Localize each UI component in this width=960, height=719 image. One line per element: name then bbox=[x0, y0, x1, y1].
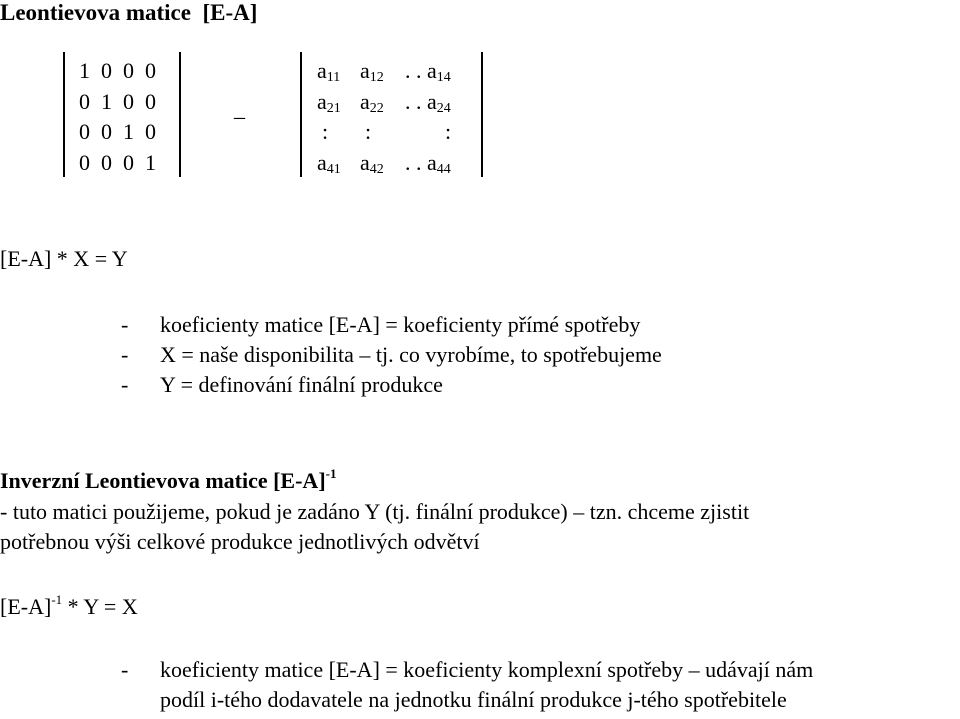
a-matrix-cell-base: : bbox=[445, 119, 452, 144]
a-matrix-cell-index: 21 bbox=[326, 101, 341, 116]
inverse-heading-sup: -1 bbox=[325, 466, 337, 481]
a-matrix-cell bbox=[365, 119, 371, 145]
a-matrix-right-bar bbox=[481, 52, 483, 177]
a-matrix-cell bbox=[360, 89, 384, 115]
a-matrix-cell bbox=[445, 119, 451, 145]
title-bracket: [E-A] bbox=[202, 0, 258, 25]
a-matrix-cell bbox=[360, 150, 384, 176]
a-matrix-cell bbox=[360, 58, 384, 84]
a-matrix-cell bbox=[317, 89, 341, 115]
identity-matrix-right-bar bbox=[179, 52, 181, 177]
equation-inverse-left: [E-A] bbox=[0, 594, 52, 619]
equation-inverse bbox=[0, 594, 138, 620]
list-item: Y = definování finální produkce bbox=[160, 372, 443, 397]
a-matrix-cell-index: 11 bbox=[326, 70, 341, 85]
a-matrix-cell-base: : bbox=[322, 119, 329, 144]
a-matrix-cell-base: a bbox=[317, 58, 327, 83]
a-matrix-cell-base: a bbox=[360, 89, 370, 114]
a-matrix-cell bbox=[405, 58, 451, 84]
a-matrix-cell-base: . . a bbox=[405, 58, 437, 83]
a-matrix-cell-index: 24 bbox=[436, 101, 451, 116]
a-matrix-cell bbox=[405, 150, 451, 176]
list-item: koeficienty matice [E-A] = koeficienty komplexní spotřeby – udávají nám bbox=[160, 657, 814, 682]
a-matrix-cell-index: 12 bbox=[369, 70, 384, 85]
a-matrix-cell-base: . . a bbox=[405, 150, 437, 175]
a-matrix-cell-index: 42 bbox=[369, 162, 384, 177]
list-bullet: - bbox=[121, 372, 129, 397]
a-matrix-cell-index: 22 bbox=[369, 101, 384, 116]
a-matrix-cell-base: : bbox=[365, 119, 372, 144]
a-matrix-left-bar bbox=[300, 52, 302, 177]
identity-matrix-row: 1 0 0 0 bbox=[79, 58, 156, 83]
a-matrix-cell-base: a bbox=[317, 150, 327, 175]
inverse-description-line: potřebnou výši celkové produkce jednotlivých odvětví bbox=[0, 529, 480, 554]
list-item: X = naše disponibilita – tj. co vyrobíme, to spotřebujeme bbox=[160, 342, 662, 367]
list-bullet: - bbox=[121, 657, 129, 682]
list-bullet: - bbox=[121, 342, 129, 367]
a-matrix-cell-base: . . a bbox=[405, 89, 437, 114]
matrix-minus-sign: _ bbox=[234, 96, 245, 121]
equation-inverse-right: * Y = X bbox=[62, 594, 138, 619]
list-bullet: - bbox=[121, 312, 129, 337]
identity-matrix-row: 0 0 0 1 bbox=[79, 150, 156, 175]
identity-matrix-left-bar bbox=[63, 52, 65, 177]
a-matrix-cell-base: a bbox=[317, 89, 327, 114]
page-title bbox=[0, 0, 257, 26]
equation-e-a-x-y: [E-A] * X = Y bbox=[0, 246, 128, 271]
a-matrix-cell bbox=[317, 150, 341, 176]
a-matrix-cell-base: a bbox=[360, 150, 370, 175]
a-matrix-cell bbox=[317, 58, 340, 84]
list-item: koeficienty matice [E-A] = koeficienty přímé spotřeby bbox=[160, 312, 641, 337]
a-matrix-cell bbox=[322, 119, 328, 145]
a-matrix-cell-base: a bbox=[360, 58, 370, 83]
inverse-heading bbox=[0, 468, 337, 494]
a-matrix-cell-index: 41 bbox=[326, 162, 341, 177]
inverse-heading-text: Inverzní Leontievova matice [E-A] bbox=[0, 468, 326, 493]
equation-inverse-sup: -1 bbox=[51, 592, 63, 607]
a-matrix-cell-index: 44 bbox=[436, 162, 451, 177]
a-matrix-cell bbox=[405, 89, 451, 115]
title-text: Leontievova matice bbox=[0, 0, 191, 25]
a-matrix-cell-index: 14 bbox=[436, 70, 451, 85]
identity-matrix-row: 0 1 0 0 bbox=[79, 89, 156, 114]
list-item-continuation: podíl i-tého dodavatele na jednotku finální produkce j-tého spotřebitele bbox=[160, 687, 787, 712]
inverse-description-line: - tuto matici použijeme, pokud je zadáno Y (tj. finální produkce) – tzn. chceme zjistit bbox=[0, 499, 750, 524]
identity-matrix-row: 0 0 1 0 bbox=[79, 119, 156, 144]
